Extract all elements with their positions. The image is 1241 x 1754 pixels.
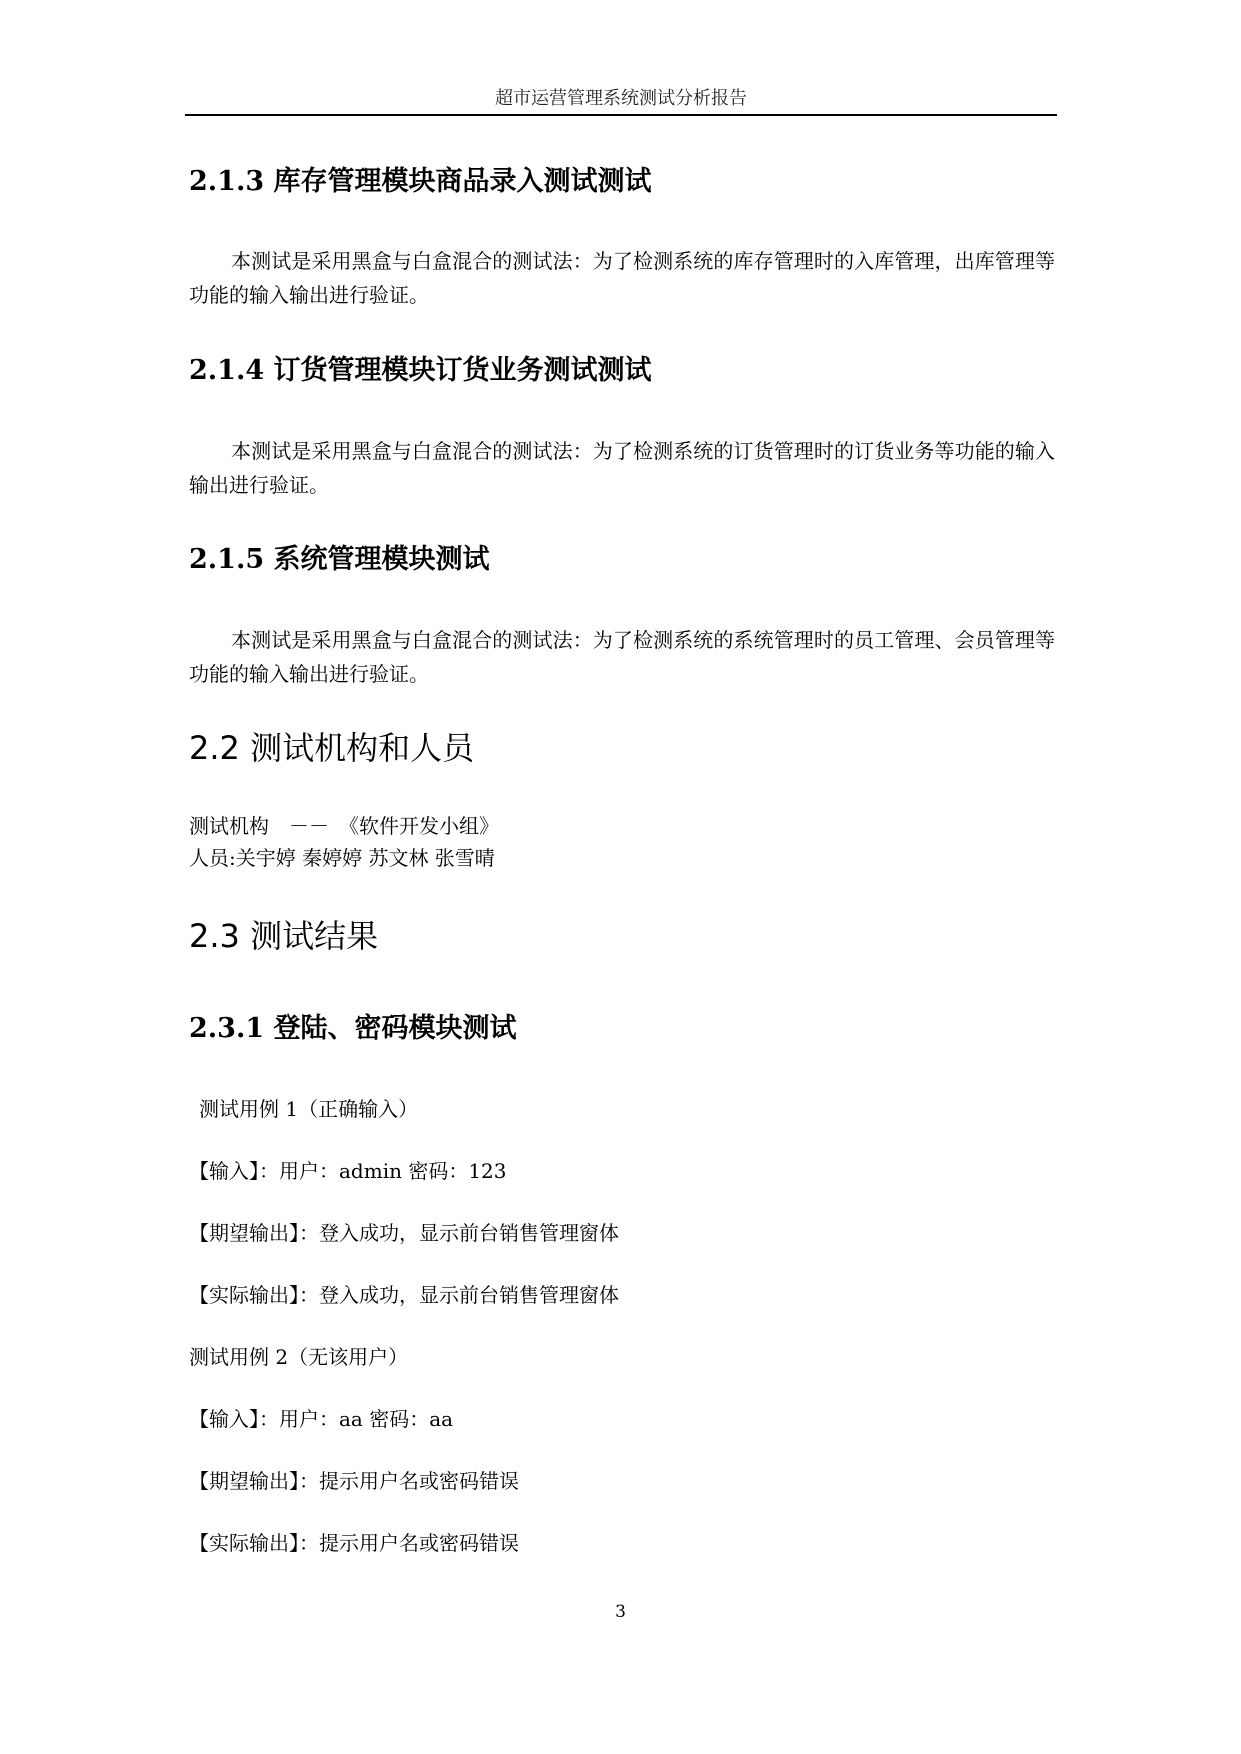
test-case-1-title: 测试用例 1（正确输入） (199, 1097, 419, 1121)
test-case-2-actual: 【实际输出】：提示用户名或密码错误 (189, 1531, 519, 1555)
paragraph-2-1-3: 本测试是采用黑盒与白盒混合的测试法：为了检测系统的库存管理时的入库管理，出库管理等功能的输入输出进行验证。 (189, 249, 1055, 307)
test-people-line: 人员:关宇婷 秦婷婷 苏文林 张雪晴 (189, 846, 495, 870)
test-case-1-expected: 【期望输出】：登入成功，显示前台销售管理窗体 (189, 1221, 619, 1245)
heading-2-1-5: 2.1.5 系统管理模块测试 (189, 544, 490, 575)
page-number: 3 (615, 1602, 626, 1622)
test-case-2-title: 测试用例 2（无该用户） (189, 1345, 409, 1369)
test-org-line: 测试机构 －－ 《软件开发小组》 (189, 814, 499, 838)
test-case-1-input: 【输入】：用户：admin 密码：123 (189, 1159, 507, 1183)
heading-2-3: 2.3 测试结果 (189, 917, 379, 955)
heading-2-3-1: 2.3.1 登陆、密码模块测试 (189, 1013, 517, 1044)
paragraph-2-1-5: 本测试是采用黑盒与白盒混合的测试法：为了检测系统的系统管理时的员工管理、会员管理等功能的输入输出进行验证。 (189, 628, 1055, 686)
test-case-1-actual: 【实际输出】：登入成功，显示前台销售管理窗体 (189, 1283, 619, 1307)
header-divider (185, 114, 1057, 116)
test-case-2-input: 【输入】：用户：aa 密码：aa (189, 1407, 454, 1431)
test-case-2-expected: 【期望输出】：提示用户名或密码错误 (189, 1469, 519, 1493)
heading-2-2: 2.2 测试机构和人员 (189, 729, 475, 767)
page-header-title: 超市运营管理系统测试分析报告 (495, 88, 747, 109)
paragraph-2-1-4: 本测试是采用黑盒与白盒混合的测试法：为了检测系统的订货管理时的订货业务等功能的输入输出进行验证。 (189, 439, 1055, 497)
heading-2-1-4: 2.1.4 订货管理模块订货业务测试测试 (189, 355, 652, 386)
heading-2-1-3: 2.1.3 库存管理模块商品录入测试测试 (189, 166, 652, 197)
